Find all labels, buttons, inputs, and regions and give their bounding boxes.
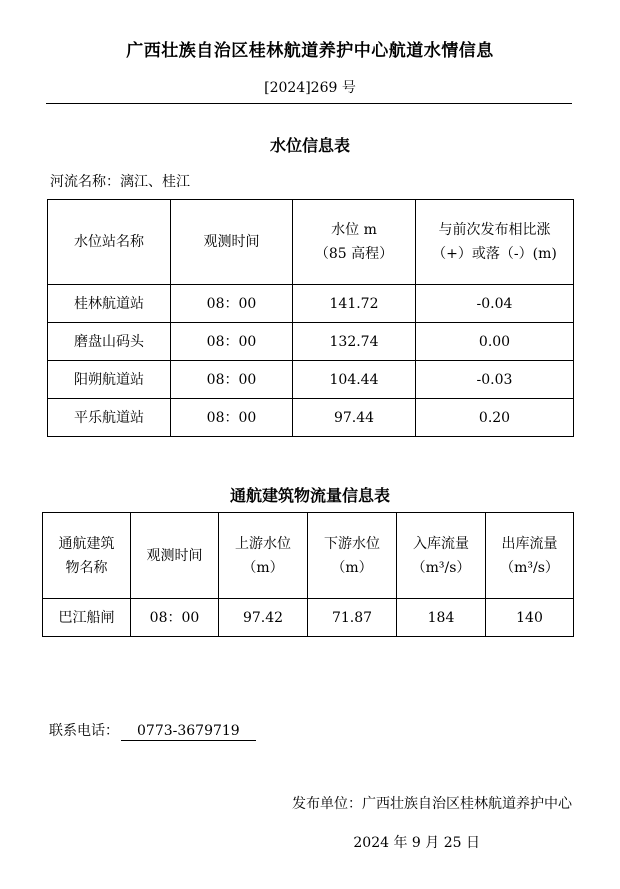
water-level-value: 141.72 [293, 285, 416, 323]
downstream-level: 71.87 [308, 599, 397, 637]
observation-time: 08：00 [171, 361, 293, 399]
table-row [43, 599, 574, 637]
header-cell: 入库流量 （m³/s） [397, 513, 486, 599]
station-name: 桂林航道站 [48, 285, 171, 323]
table-row [48, 285, 574, 323]
header-cell: 通航建筑 物名称 [43, 513, 131, 599]
level-change-value: -0.03 [416, 361, 574, 399]
header-cell: 观测时间 [171, 200, 293, 285]
document-number: [2024]269 号 [264, 80, 356, 96]
water-level-value: 132.74 [293, 323, 416, 361]
observation-time: 08：00 [171, 399, 293, 437]
header-divider [46, 103, 572, 104]
observation-time: 08：00 [171, 285, 293, 323]
table-row [48, 361, 574, 399]
observation-time: 08：00 [131, 599, 219, 637]
document-title: 广西壮族自治区桂林航道养护中心航道水情信息 [126, 41, 494, 61]
water-level-value: 104.44 [293, 361, 416, 399]
navigation-table-title: 通航建筑物流量信息表 [229, 486, 390, 505]
header-cell: 水位站名称 [48, 200, 171, 285]
publisher: 发布单位：广西壮族自治区桂林航道养护中心 [292, 796, 572, 812]
water-level-table [47, 199, 574, 437]
station-name: 磨盘山码头 [48, 323, 171, 361]
outflow-value: 140 [486, 599, 574, 637]
station-name: 阳朔航道站 [48, 361, 171, 399]
contact-info [49, 720, 256, 741]
level-change-value: -0.04 [416, 285, 574, 323]
header-cell: 水位 m （85 高程） [293, 200, 416, 285]
inflow-value: 184 [397, 599, 486, 637]
water-level-value: 97.44 [293, 399, 416, 437]
upstream-level: 97.42 [219, 599, 308, 637]
level-change-value: 0.00 [416, 323, 574, 361]
level-change-value: 0.20 [416, 399, 574, 437]
header-cell: 下游水位 （m） [308, 513, 397, 599]
publish-date: 2024 年 9 月 25 日 [353, 835, 480, 851]
contact-phone: 0773-3679719 [121, 722, 256, 741]
table-row [48, 399, 574, 437]
water-level-header-row [48, 200, 574, 285]
station-name: 平乐航道站 [48, 399, 171, 437]
observation-time: 08：00 [171, 323, 293, 361]
header-cell: 出库流量 （m³/s） [486, 513, 574, 599]
structure-name: 巴江船闸 [43, 599, 131, 637]
header-cell: 上游水位 （m） [219, 513, 308, 599]
header-cell: 与前次发布相比涨 （+）或落（-）(m) [416, 200, 574, 285]
navigation-header-row [43, 513, 574, 599]
river-name: 河流名称：漓江、桂江 [50, 174, 190, 190]
navigation-flow-table [42, 512, 574, 637]
contact-label: 联系电话： [49, 723, 119, 739]
table-row [48, 323, 574, 361]
water-level-table-title: 水位信息表 [269, 136, 350, 155]
header-cell: 观测时间 [131, 513, 219, 599]
